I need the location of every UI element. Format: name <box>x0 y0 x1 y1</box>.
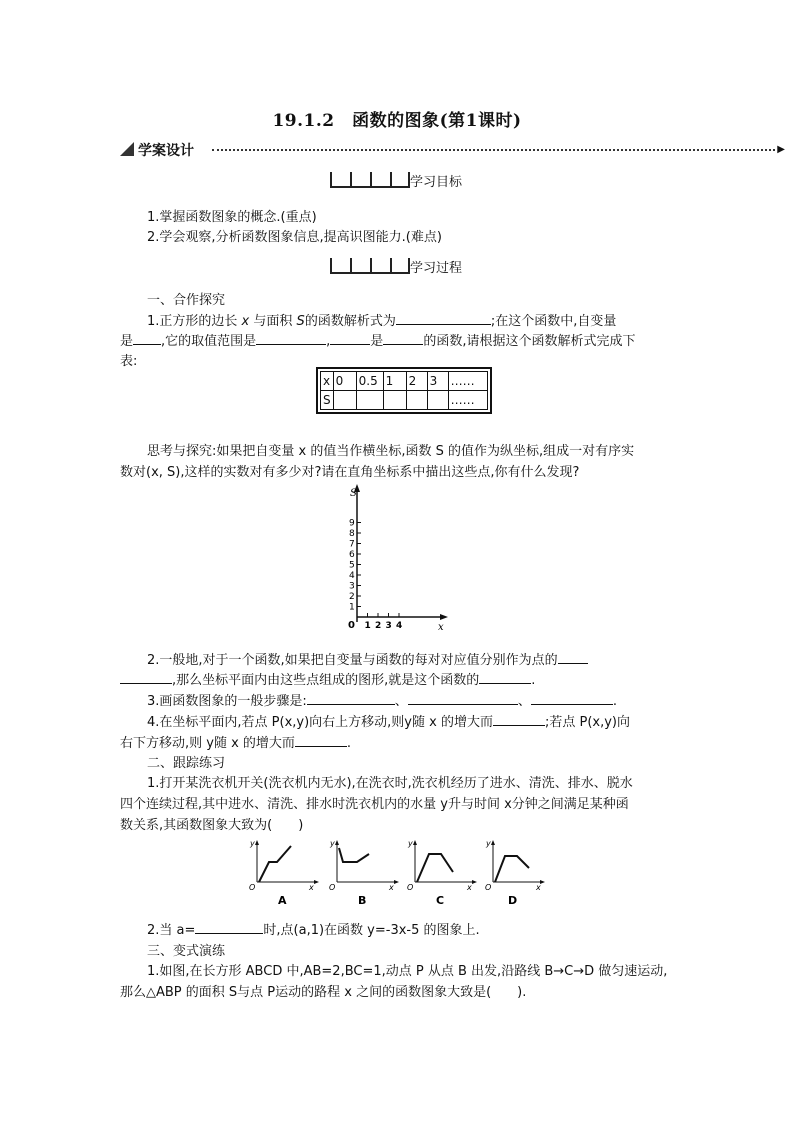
svg-text:x: x <box>467 883 472 892</box>
svg-text:O: O <box>249 883 256 892</box>
table-cell: x <box>321 372 334 391</box>
answer-blank[interactable] <box>256 332 326 345</box>
answer-blank[interactable] <box>295 734 347 747</box>
option-graph-a[interactable] <box>249 839 319 907</box>
svg-text:y: y <box>408 839 413 848</box>
x-tick-label: 4 <box>396 621 403 631</box>
y-tick-label: 3 <box>349 581 355 592</box>
table-cell[interactable] <box>333 391 356 410</box>
question-line: 是 ,它的取值范围是 , 是 的函数,请根据这个函数解析式完成下 <box>120 334 636 349</box>
table-cell: …… <box>448 391 487 410</box>
table-cell: …… <box>448 372 487 391</box>
question-line: 3.画函数图象的一般步骤是: 、 、 . <box>147 694 617 709</box>
option-label: C <box>436 894 445 907</box>
banner-dotted-line <box>212 149 775 151</box>
table-cell[interactable] <box>406 391 427 410</box>
question-line: 右下方移动,则 y随 x 的增大而 . <box>120 736 352 751</box>
origin-label: 0 <box>348 620 355 631</box>
svg-text:x: x <box>389 883 394 892</box>
question-line: 数对(x, S),这样的实数对有多少对?请在直角坐标系中描出这些点,你有什么发现? <box>120 465 580 480</box>
option-label: D <box>508 894 518 907</box>
question-line: 1.打开某洗衣机开关(洗衣机内无水),在洗衣时,洗衣机经历了进水、清洗、排水、脱水 <box>147 776 633 791</box>
table-cell: 1 <box>383 372 406 391</box>
section-head-label: 学习过程 <box>410 261 463 276</box>
answer-blank[interactable] <box>479 671 531 684</box>
svg-text:O: O <box>329 883 336 892</box>
y-tick-label: 7 <box>349 539 355 550</box>
y-tick-label: 6 <box>349 550 355 560</box>
y-tick-label: 8 <box>349 529 355 539</box>
section-head-label: 学习目标 <box>410 175 463 190</box>
part-heading: 三、变式演练 <box>147 944 226 959</box>
question-line: ,那么坐标平面内由这些点组成的图形,就是这个函数的 . <box>120 669 535 688</box>
option-graph-d[interactable] <box>485 839 545 907</box>
option-label: B <box>358 894 367 907</box>
y-tick-label: 1 <box>349 602 355 613</box>
option-graph-c[interactable] <box>407 839 477 907</box>
chart-bars-icon <box>120 142 134 156</box>
x-tick-label: 3 <box>385 621 392 631</box>
table-row <box>321 372 488 391</box>
objective-item: 2.学会观察,分析函数图象信息,提高识图能力.(难点) <box>147 230 442 245</box>
section-banner <box>120 140 785 160</box>
table-cell[interactable] <box>427 391 448 410</box>
answer-blank[interactable] <box>307 692 395 705</box>
table-cell: 0 <box>333 372 356 391</box>
question-line: 数关系,其函数图象大致为( ) <box>120 818 304 833</box>
question-line: 1.正方形的边长 x 与面积 S的函数解析式为 ;在这个函数中,自变量 <box>147 314 617 329</box>
answer-blank[interactable] <box>120 671 172 684</box>
svg-text:x: x <box>309 883 314 892</box>
answer-blank[interactable] <box>383 332 423 345</box>
coordinate-axes[interactable] <box>340 482 450 634</box>
x-axis-label: x <box>438 622 444 633</box>
answer-blank[interactable] <box>408 692 518 705</box>
answer-blank[interactable] <box>133 332 161 345</box>
part-heading: 二、跟踪练习 <box>147 756 226 771</box>
y-axis-label: S <box>350 488 357 499</box>
svg-text:y: y <box>250 839 255 848</box>
banner-label: 学案设计 <box>138 143 194 159</box>
x-tick-label: 1 <box>364 621 371 631</box>
question-line: 那么△ABP 的面积 S与点 P运动的路程 x 之间的函数图象大致是( ). <box>120 985 527 1000</box>
section-head-box <box>330 258 410 274</box>
svg-text:y: y <box>330 839 335 848</box>
question-line: 四个连续过程,其中进水、清洗、排水时洗衣机内的水量 y升与时间 x分钟之间满足某种函 <box>120 797 629 812</box>
svg-text:O: O <box>407 883 414 892</box>
table-cell: S <box>321 391 334 410</box>
table-cell: 3 <box>427 372 448 391</box>
answer-blank[interactable] <box>195 921 263 934</box>
option-label: A <box>278 894 287 907</box>
question-line: 1.如图,在长方形 ABCD 中,AB=2,BC=1,动点 P 从点 B 出发,沿路线 B→C→D 做匀速运动, <box>147 964 668 979</box>
answer-blank[interactable] <box>493 713 545 726</box>
table-cell[interactable] <box>383 391 406 410</box>
y-tick-label: 2 <box>349 592 355 602</box>
svg-text:y: y <box>486 839 491 848</box>
answer-blank[interactable] <box>558 651 588 664</box>
svg-text:O: O <box>485 883 492 892</box>
table-cell: 0.5 <box>356 372 383 391</box>
question-line: 2.当 a= 时,点(a,1)在函数 y=-3x-5 的图象上. <box>147 923 480 938</box>
answer-blank[interactable] <box>396 312 491 325</box>
svg-text:x: x <box>536 883 541 892</box>
section-head-objectives <box>330 170 470 188</box>
option-graphs <box>245 838 545 908</box>
arrow-right-icon: ▶ <box>777 144 785 155</box>
answer-blank[interactable] <box>330 332 370 345</box>
x-axis-arrow-icon <box>440 614 448 620</box>
y-tick-label: 4 <box>349 571 355 581</box>
answer-blank[interactable] <box>531 692 613 705</box>
y-tick-label: 5 <box>349 560 355 571</box>
value-table <box>320 371 488 410</box>
objective-item: 1.掌握函数图象的概念.(重点) <box>147 210 317 225</box>
question-line: 2.一般地,对于一个函数,如果把自变量与函数的每对对应值分别作为点的 <box>147 649 588 668</box>
table-cell[interactable] <box>356 391 383 410</box>
y-tick-label: 9 <box>349 518 355 529</box>
page-title: 19.1.2 函数的图象(第1课时) <box>272 111 522 131</box>
question-line: 思考与探究:如果把自变量 x 的值当作横坐标,函数 S 的值作为纵坐标,组成一对有序实 <box>147 444 635 459</box>
option-graph-b[interactable] <box>329 839 399 907</box>
section-head-process <box>330 256 470 274</box>
question-line: 表: <box>120 354 138 369</box>
value-table-frame <box>316 367 492 414</box>
table-cell: 2 <box>406 372 427 391</box>
x-tick-label: 2 <box>375 621 382 631</box>
section-head-box <box>330 172 410 188</box>
part-heading: 一、合作探究 <box>147 293 226 308</box>
question-line: 4.在坐标平面内,若点 P(x,y)向右上方移动,则y随 x 的增大而 ;若点 P(x,y)向 <box>147 715 630 730</box>
table-row <box>321 391 488 410</box>
